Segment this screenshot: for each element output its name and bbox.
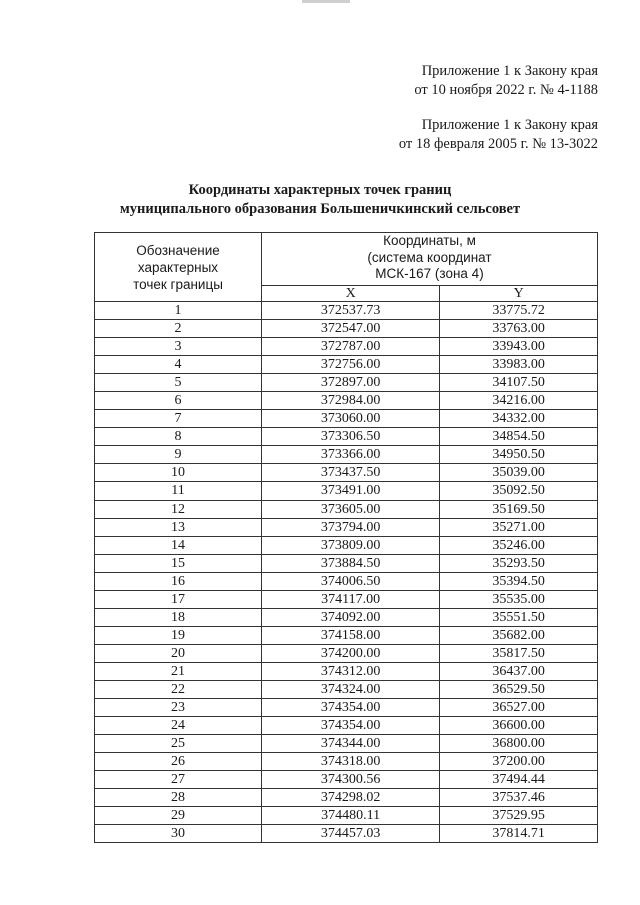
annex-line: Приложение 1 к Закону края [421, 63, 598, 79]
point-number-cell: 1 [95, 302, 262, 320]
point-number-cell: 2 [95, 320, 262, 338]
table-row [95, 590, 598, 608]
annex-date-line: от 18 февраля 2005 г. № 13-3022 [398, 136, 598, 152]
x-coordinate-cell: 373809.00 [262, 536, 440, 554]
x-coordinate-cell: 373060.00 [262, 410, 440, 428]
table-row [95, 428, 598, 446]
point-number-cell: 6 [95, 392, 262, 410]
point-number-cell: 29 [95, 807, 262, 825]
annex-date-line: от 10 ноября 2022 г. № 4-1188 [414, 82, 598, 98]
point-number-cell: 27 [95, 771, 262, 789]
y-coordinate-cell: 35394.50 [440, 572, 598, 590]
table-body [95, 302, 598, 843]
point-number-cell: 25 [95, 735, 262, 753]
table-row [95, 410, 598, 428]
y-coordinate-cell: 36529.50 [440, 680, 598, 698]
title-line-2: муниципального образования Большеничкинский сельсовет [119, 201, 521, 217]
x-coordinate-cell: 374300.56 [262, 771, 440, 789]
document-title [0, 181, 640, 219]
x-coordinate-cell: 372787.00 [262, 338, 440, 356]
point-number-cell: 23 [95, 699, 262, 717]
point-number-cell: 10 [95, 464, 262, 482]
table-row [95, 771, 598, 789]
title-line-1: Координаты характерных точек границ [188, 182, 452, 198]
y-coordinate-cell: 35551.50 [440, 608, 598, 626]
y-coordinate-cell: 34854.50 [440, 428, 598, 446]
y-coordinate-cell: 37537.46 [440, 789, 598, 807]
point-number-cell: 21 [95, 662, 262, 680]
point-number-cell: 17 [95, 590, 262, 608]
y-coordinate-cell: 37200.00 [440, 753, 598, 771]
x-coordinate-cell: 373366.00 [262, 446, 440, 464]
table-row [95, 392, 598, 410]
point-number-cell: 30 [95, 825, 262, 843]
y-coordinate-cell: 36437.00 [440, 662, 598, 680]
table-row [95, 699, 598, 717]
y-coordinate-cell: 35092.50 [440, 482, 598, 500]
annex-reference-original [399, 116, 598, 154]
header-y: Y [440, 286, 598, 302]
y-coordinate-cell: 34216.00 [440, 392, 598, 410]
point-number-cell: 16 [95, 572, 262, 590]
table-row [95, 554, 598, 572]
point-number-cell: 26 [95, 753, 262, 771]
table-row [95, 374, 598, 392]
point-number-cell: 5 [95, 374, 262, 392]
y-coordinate-cell: 35039.00 [440, 464, 598, 482]
table-row [95, 320, 598, 338]
point-number-cell: 15 [95, 554, 262, 572]
table-row [95, 500, 598, 518]
y-coordinate-cell: 35682.00 [440, 626, 598, 644]
y-coordinate-cell: 37814.71 [440, 825, 598, 843]
x-coordinate-cell: 373306.50 [262, 428, 440, 446]
table-row [95, 825, 598, 843]
y-coordinate-cell: 33763.00 [440, 320, 598, 338]
x-coordinate-cell: 374158.00 [262, 626, 440, 644]
point-number-cell: 20 [95, 644, 262, 662]
table-row [95, 464, 598, 482]
y-coordinate-cell: 34950.50 [440, 446, 598, 464]
x-coordinate-cell: 374200.00 [262, 644, 440, 662]
y-coordinate-cell: 33983.00 [440, 356, 598, 374]
header-coordinates [262, 233, 598, 286]
table-row [95, 572, 598, 590]
point-number-cell: 12 [95, 500, 262, 518]
x-coordinate-cell: 373491.00 [262, 482, 440, 500]
x-coordinate-cell: 374324.00 [262, 680, 440, 698]
table-row [95, 662, 598, 680]
table-row [95, 608, 598, 626]
x-coordinate-cell: 372537.73 [262, 302, 440, 320]
y-coordinate-cell: 34107.50 [440, 374, 598, 392]
y-coordinate-cell: 35293.50 [440, 554, 598, 572]
table-row [95, 735, 598, 753]
table-row [95, 446, 598, 464]
header-point-designation [95, 233, 262, 302]
y-coordinate-cell: 34332.00 [440, 410, 598, 428]
coordinates-table [94, 232, 598, 843]
point-number-cell: 19 [95, 626, 262, 644]
header-coords-line: МСК-167 (зона 4) [375, 266, 484, 281]
x-coordinate-cell: 372984.00 [262, 392, 440, 410]
point-number-cell: 14 [95, 536, 262, 554]
x-coordinate-cell: 372756.00 [262, 356, 440, 374]
header-name-line: Обозначение [136, 242, 220, 258]
x-coordinate-cell: 374318.00 [262, 753, 440, 771]
table-row [95, 338, 598, 356]
x-coordinate-cell: 374354.00 [262, 699, 440, 717]
point-number-cell: 13 [95, 518, 262, 536]
header-x: X [262, 286, 440, 302]
table-row [95, 518, 598, 536]
point-number-cell: 8 [95, 428, 262, 446]
x-coordinate-cell: 374354.00 [262, 717, 440, 735]
table-row [95, 626, 598, 644]
x-coordinate-cell: 372897.00 [262, 374, 440, 392]
point-number-cell: 3 [95, 338, 262, 356]
annex-line: Приложение 1 к Закону края [421, 117, 598, 133]
table-row [95, 482, 598, 500]
y-coordinate-cell: 37494.44 [440, 771, 598, 789]
table-row [95, 356, 598, 374]
x-coordinate-cell: 374344.00 [262, 735, 440, 753]
x-coordinate-cell: 374006.50 [262, 572, 440, 590]
scan-top-mark [302, 0, 350, 3]
x-coordinate-cell: 374312.00 [262, 662, 440, 680]
point-number-cell: 28 [95, 789, 262, 807]
y-coordinate-cell: 37529.95 [440, 807, 598, 825]
y-coordinate-cell: 36527.00 [440, 699, 598, 717]
table-row [95, 536, 598, 554]
header-coords-line: Координаты, м [383, 233, 476, 248]
x-coordinate-cell: 373884.50 [262, 554, 440, 572]
table-row [95, 753, 598, 771]
y-coordinate-cell: 35246.00 [440, 536, 598, 554]
header-name-line: точек границы [133, 276, 223, 292]
x-coordinate-cell: 373794.00 [262, 518, 440, 536]
header-name-line: характерных [137, 259, 219, 275]
point-number-cell: 11 [95, 482, 262, 500]
y-coordinate-cell: 35535.00 [440, 590, 598, 608]
y-coordinate-cell: 36600.00 [440, 717, 598, 735]
point-number-cell: 22 [95, 680, 262, 698]
x-coordinate-cell: 372547.00 [262, 320, 440, 338]
y-coordinate-cell: 35817.50 [440, 644, 598, 662]
y-coordinate-cell: 36800.00 [440, 735, 598, 753]
y-coordinate-cell: 33943.00 [440, 338, 598, 356]
y-coordinate-cell: 35169.50 [440, 500, 598, 518]
point-number-cell: 4 [95, 356, 262, 374]
table-row [95, 789, 598, 807]
x-coordinate-cell: 373437.50 [262, 464, 440, 482]
point-number-cell: 9 [95, 446, 262, 464]
table-row [95, 680, 598, 698]
x-coordinate-cell: 373605.00 [262, 500, 440, 518]
point-number-cell: 24 [95, 717, 262, 735]
x-coordinate-cell: 374117.00 [262, 590, 440, 608]
x-coordinate-cell: 374457.03 [262, 825, 440, 843]
y-coordinate-cell: 35271.00 [440, 518, 598, 536]
annex-reference-current [414, 62, 598, 100]
x-coordinate-cell: 374298.02 [262, 789, 440, 807]
table-row [95, 807, 598, 825]
table-row [95, 644, 598, 662]
table-row [95, 302, 598, 320]
x-coordinate-cell: 374480.11 [262, 807, 440, 825]
table-row [95, 717, 598, 735]
point-number-cell: 7 [95, 410, 262, 428]
x-coordinate-cell: 374092.00 [262, 608, 440, 626]
y-coordinate-cell: 33775.72 [440, 302, 598, 320]
header-coords-line: (система координат [367, 249, 492, 265]
point-number-cell: 18 [95, 608, 262, 626]
